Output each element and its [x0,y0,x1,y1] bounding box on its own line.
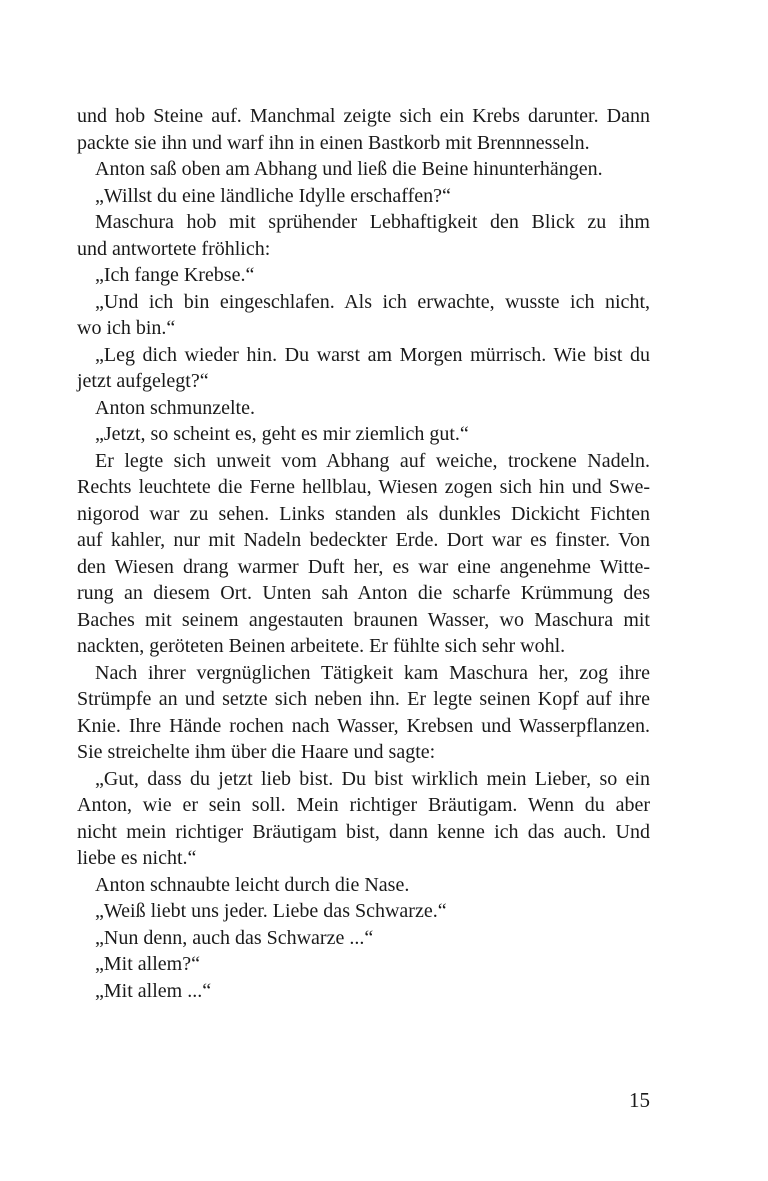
text-line: und antwortete fröhlich: [77,237,271,260]
text-line: Knie. Ihre Hände rochen nach Wasser, Krebsen und Wasserpflanzen. [77,714,650,737]
text-line: Anton schmunzelte. [95,396,255,419]
text-line: „Ich fange Krebse.“ [95,264,255,286]
text-line: Er legte sich unweit vom Abhang auf weiche, trockene Nadeln. [95,449,650,472]
text-line: „Mit allem ...“ [95,979,212,1002]
text-line: nackten, geröteten Beinen arbeitete. Er fühlte sich sehr wohl. [77,635,566,657]
text-line: „Mit allem?“ [95,953,200,975]
text-line: „Weiß liebt uns jeder. Liebe das Schwarze.“ [95,900,447,922]
text-line: jetzt aufgelegt?“ [77,370,209,392]
text-line: Maschura hob mit sprühender Lebhaftigkeit den Blick zu ihm [95,211,650,233]
text-line: nicht mein richtiger Bräutigam bist, dann kenne ich das auch. Und [77,820,650,843]
text-line: „Nun denn, auch das Schwarze ...“ [95,926,374,949]
text-line: Anton, wie er sein soll. Mein richtiger Bräutigam. Wenn du aber [77,794,650,816]
text-line: packte sie ihn und warf ihn in einen Bastkorb mit Brennnesseln. [77,131,590,154]
text-line: „Jetzt, so scheint es, geht es mir ziemlich gut.“ [95,423,469,445]
text-line: den Wiesen drang warmer Duft her, es war eine angenehme Witte- [77,555,650,578]
text-line: rung an diesem Ort. Unten sah Anton die scharfe Krümmung des [77,582,650,604]
text-line: „Leg dich wieder hin. Du warst am Morgen mürrisch. Wie bist du [95,343,650,366]
text-line: Strümpfe an und setzte sich neben ihn. Er legte seinen Kopf auf ihre [77,688,650,710]
text-line: Nach ihrer vergnüglichen Tätigkeit kam Maschura her, zog ihre [95,661,650,684]
text-line: „Willst du eine ländliche Idylle erschaffen?“ [95,184,451,207]
text-line: Baches mit seinem angestauten braunen Wasser, wo Maschura mit [77,608,650,631]
text-line: „Gut, dass du jetzt lieb bist. Du bist wirklich mein Lieber, so ein [95,767,650,790]
text-line: Anton schnaubte leicht durch die Nase. [95,873,410,896]
text-line: nigorod war zu sehen. Links standen als dunkles Dickicht Fichten [77,502,650,525]
body-text [77,103,650,1004]
text-line: „Und ich bin eingeschlafen. Als ich erwachte, wusste ich nicht, [95,290,650,313]
text-line: Rechts leuchtete die Ferne hellblau, Wiesen zogen sich hin und Swe- [77,476,650,498]
text-line: liebe es nicht.“ [77,847,197,869]
text-line: auf kahler, nur mit Nadeln bedeckter Erde. Dort war es finster. Von [77,529,650,551]
text-line: wo ich bin.“ [77,317,176,339]
text-line: und hob Steine auf. Manchmal zeigte sich ein Krebs darunter. Dann [77,105,650,127]
text-line: Anton saß oben am Abhang und ließ die Beine hinunterhängen. [95,158,603,180]
text-line: Sie streichelte ihm über die Haare und sagte: [77,741,436,763]
page-number: 15 [629,1088,650,1112]
